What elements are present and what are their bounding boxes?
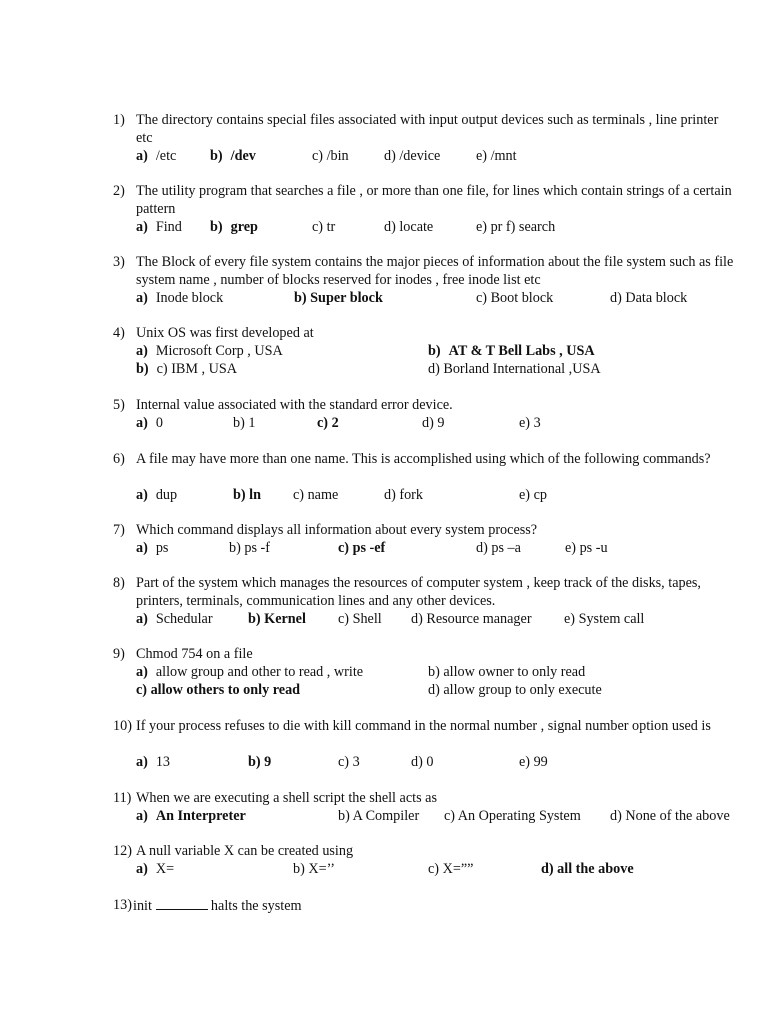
answer-option [428,682,602,700]
option-key: a) [136,807,148,824]
answer-option [248,754,271,772]
option-key: a) [136,539,148,556]
option-text: c) Shell [338,610,382,627]
option-text: e) cp [519,486,547,503]
option-text: c) /bin [312,147,349,164]
answer-option [428,343,595,361]
answer-option [136,682,300,700]
answer-option [565,540,608,558]
answer-option [210,148,256,166]
answer-option [476,290,553,308]
question-number: 9) [113,646,125,662]
answer-option [136,861,174,879]
question-number: 12) [113,843,132,859]
question-number: 1) [113,112,125,128]
answer-option [444,808,581,826]
options-row [0,808,768,826]
question-text: The Block of every file system contains the major pieces of information about the file system such as file system name , number of blocks reserved for inodes , free inode list etc [136,254,734,288]
option-text: b) ps -f [229,539,270,556]
option-text: Schedular [155,610,213,627]
question-number: 10) [113,718,132,734]
answer-option [338,540,385,558]
answer-option [136,664,363,682]
option-text: Microsoft Corp , USA [155,342,283,359]
option-key: a) [136,610,148,627]
option-text: b) 9 [248,753,272,770]
question-text: Internal value associated with the standard error device. [136,397,453,413]
option-text: c) 3 [338,753,360,770]
answer-option [422,415,444,433]
option-text: e) ps -u [565,539,608,556]
answer-option [411,611,532,629]
answer-option [248,611,306,629]
option-key: b) [428,342,441,359]
options-row [0,664,768,682]
option-text: 0 [155,414,163,431]
answer-option [136,754,170,772]
answer-option [428,361,601,379]
option-key: b) [210,218,223,235]
option-text: /etc [155,147,177,164]
option-text: c) tr [312,218,336,235]
answer-option [610,808,730,826]
answer-option [293,861,335,879]
question-number: 6) [113,451,125,467]
option-text: c) allow others to only read [136,681,301,698]
option-text: c) IBM , USA [156,360,238,377]
options-row [0,290,768,308]
answer-option [136,148,176,166]
question-text: A null variable X can be created using [136,843,354,859]
option-text: b) ln [233,486,261,503]
option-key: a) [136,289,148,306]
option-key: a) [136,860,148,877]
answer-option [136,219,182,237]
option-key: a) [136,218,148,235]
options-row [0,361,768,379]
question-text-end: halts the system [210,898,302,914]
answer-option [338,754,360,772]
question-number: 11) [113,790,132,806]
option-text: c) Boot block [476,289,554,306]
option-text: d) Resource manager [411,610,532,627]
option-key: b) [210,147,223,164]
answer-option [136,611,213,629]
answer-option [317,415,339,433]
options-row [0,611,768,629]
option-text: e) 3 [519,414,541,431]
answer-option [519,487,547,505]
answer-option [541,861,634,879]
option-key: a) [136,414,148,431]
option-text: AT & T Bell Labs , USA [448,342,595,359]
question-text: If your process refuses to die with kill command in the normal number , signal number option used is [136,718,711,734]
answer-option [564,611,644,629]
options-row [0,415,768,433]
answer-option [384,219,433,237]
option-text: d) 9 [422,414,445,431]
answer-option [294,290,383,308]
options-row [0,754,768,772]
answer-option [136,415,163,433]
option-text: c) X=”” [428,860,474,877]
option-text: d) fork [384,486,424,503]
answer-option [233,415,255,433]
options-row [0,861,768,879]
option-text: b) allow owner to only read [428,663,586,680]
option-text: b) Super block [294,289,383,306]
answer-option [136,361,237,379]
question-text: Part of the system which manages the resources of computer system , keep track of the disks, tapes, printers, terminals, communication lines and any other devices. [136,575,701,609]
option-text: b) Kernel [248,610,306,627]
option-text: 13 [155,753,171,770]
option-text: d) Data block [610,289,688,306]
option-text: d) ps –a [476,539,521,556]
answer-option [293,487,338,505]
question-text: Chmod 754 on a file [136,646,253,662]
answer-option [384,487,423,505]
question-text: The directory contains special files associated with input output devices such as terminals , line printer etc [136,112,719,146]
question-number: 7) [113,522,125,538]
options-row [0,148,768,166]
answer-option [233,487,261,505]
option-key: a) [136,486,148,503]
answer-option [519,754,548,772]
question-number: 2) [113,183,125,199]
option-text: d) allow group to only execute [428,681,602,698]
option-text: e) System call [564,610,645,627]
answer-option [428,861,473,879]
question-number: 3) [113,254,125,270]
option-key: b) [136,360,149,377]
question-text: When we are executing a shell script the shell acts as [136,790,437,806]
answer-option [338,808,419,826]
options-row [0,540,768,558]
option-text: c) An Operating System [444,807,581,824]
answer-option [519,415,541,433]
answer-option [312,148,349,166]
question-text-start: init [133,898,152,914]
option-text: ps [155,539,169,556]
question-number: 4) [113,325,125,341]
answer-option [136,290,223,308]
option-key: a) [136,147,148,164]
option-text: c) 2 [317,414,339,431]
question-text: The utility program that searches a file , or more than one file, for lines which contain strings of a certain pattern [136,183,732,217]
option-text: b) 1 [233,414,256,431]
answer-option [428,664,585,682]
answer-option [312,219,335,237]
option-text: d) Borland International ,USA [428,360,601,377]
option-text: Inode block [155,289,224,306]
option-text: Find [155,218,182,235]
answer-option [476,219,555,237]
option-text: /dev [230,147,256,164]
question-number: 13) [113,897,132,913]
option-text: grep [230,218,258,235]
fill-in-blank [156,897,208,910]
question-text [133,897,733,916]
options-row [0,682,768,700]
question-text: Unix OS was first developed at [136,325,314,341]
answer-option [136,487,177,505]
answer-option [229,540,270,558]
question-text: Which command displays all information about every system process? [136,522,538,538]
option-text: c) ps -ef [338,539,386,556]
option-text: c) name [293,486,339,503]
answer-option [136,343,283,361]
option-text: e) pr f) search [476,218,556,235]
option-key: a) [136,663,148,680]
option-text: An Interpreter [155,807,246,824]
options-row [0,343,768,361]
question-number: 8) [113,575,125,591]
question-text: A file may have more than one name. This is accomplished using which of the following commands? [136,451,711,467]
option-text: d) 0 [411,753,434,770]
option-text: allow group and other to read , write [155,663,364,680]
answer-option [610,290,687,308]
options-row [0,487,768,505]
option-text: e) /mnt [476,147,517,164]
option-text: d) /device [384,147,441,164]
option-text: d) locate [384,218,434,235]
answer-option [210,219,258,237]
question-number: 5) [113,397,125,413]
answer-option [476,148,517,166]
option-key: a) [136,753,148,770]
option-text: dup [155,486,178,503]
options-row [0,219,768,237]
option-text: e) 99 [519,753,548,770]
option-text: X= [155,860,175,877]
option-text: d) all the above [541,860,634,877]
option-key: a) [136,342,148,359]
option-text: d) None of the above [610,807,730,824]
answer-option [136,540,168,558]
answer-option [476,540,521,558]
answer-option [136,808,246,826]
answer-option [338,611,382,629]
answer-option [411,754,433,772]
option-text: b) X=’’ [293,860,336,877]
option-text: b) A Compiler [338,807,420,824]
answer-option [384,148,440,166]
